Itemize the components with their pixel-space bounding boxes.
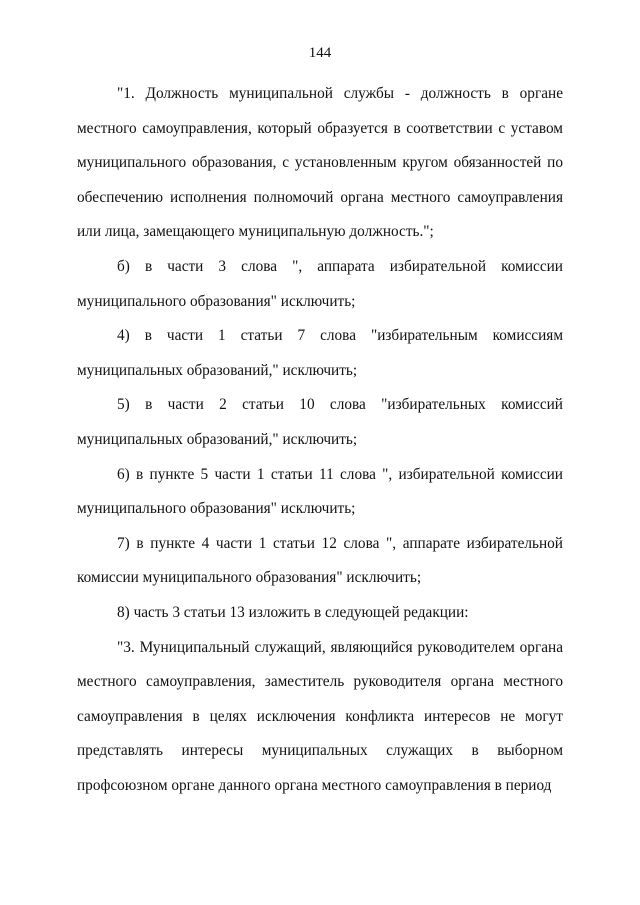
- paragraph-item-7: 7) в пункте 4 части 1 статьи 12 слова ", аппарате избирательной комиссии муниципального образования" исключить;: [77, 534, 563, 587]
- page-number: 144: [308, 45, 332, 61]
- paragraph-item-b: б) в части 3 слова ", аппарата избирательной комиссии муниципального образования" исключить;: [77, 257, 563, 310]
- paragraph-item-5: 5) в части 2 статьи 10 слова "избирательных комиссий муниципальных образований," исключить;: [77, 396, 563, 448]
- paragraph-definition: "1. Должность муниципальной службы - должность в органе местного самоуправления, который образуется в соответствии с уставом муниципального образования, с установленным кругом обязанностей по обеспечению исполнения полномочий органа местного самоуправления или лица, замещающего муниципальную должность.";: [77, 85, 563, 241]
- paragraph-item-8: 8) часть 3 статьи 13 изложить в следующей редакции:: [117, 603, 469, 621]
- paragraph-quoted-part-3: "3. Муниципальный служащий, являющийся руководителем органа местного самоуправления, заместитель руководителя органа местного самоуправления в целях исключения конфликта интересов не могут представлять интересы муниципальных служащих в выборном профсоюзном органе данного органа местного самоуправления в период: [77, 638, 563, 794]
- document-body: [77, 77, 563, 803]
- paragraph-item-4: 4) в части 1 статьи 7 слова "избирательным комиссиям муниципальных образований," исключить;: [77, 327, 563, 379]
- paragraph-item-6: 6) в пункте 5 части 1 статьи 11 слова ", избирательной комиссии муниципального образования" исключить;: [77, 465, 563, 518]
